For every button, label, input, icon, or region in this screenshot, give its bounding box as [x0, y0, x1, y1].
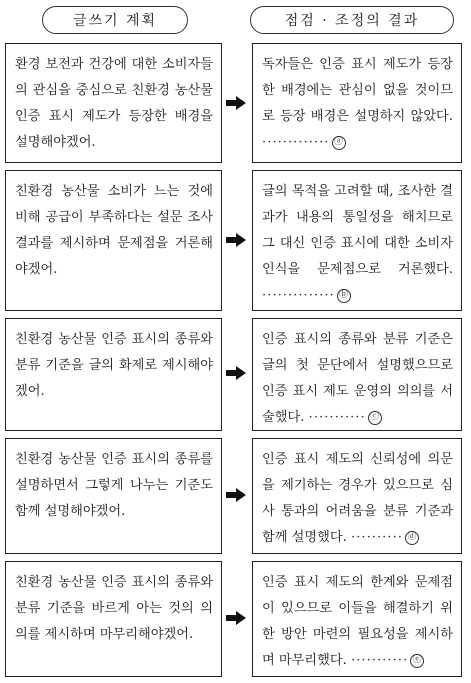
result-text: 인증 표시 제도의 한계와 문제점이 있으므로 이들을 해결하기 위한 방안 마련의 필요성을 제시하며 마무리했다.: [262, 575, 453, 668]
leader-dots: ··········: [351, 530, 403, 545]
result-text: 인증 표시의 종류와 분류 기준은 글의 첫 문단에서 설명했으므로 인증 표시 제도 운영의 의의를 서술했다.: [262, 332, 453, 425]
leader-dots: ·············: [262, 135, 330, 150]
result-box: [252, 438, 462, 554]
header-result-label: 점검 · 조정의 결과: [284, 13, 420, 29]
plan-text: 친환경 농산물 소비가 느는 것에 비해 공급이 부족하다는 설문 조사 결과를 제시하며 문제점을 거론해야겠어.: [15, 184, 213, 277]
result-text: 글의 목적을 고려할 때, 조사한 결과가 내용의 통일성을 해치므로 그 대신 인증 표시에 대한 소비자 인식을 문제점으로 거론했다.: [262, 184, 453, 277]
leader-dots: ···········: [308, 410, 366, 425]
result-text: 인증 표시 제도의 신뢰성에 의문을 제기하는 경우가 있으므로 심사 통과의 어려움을 분류 기준과 함께 설명했다.: [262, 452, 453, 545]
arrow-right-icon: [225, 487, 247, 503]
header-plan: [42, 6, 188, 34]
arrow-right-icon: [225, 232, 247, 248]
header-plan-label: 글쓰기 계획: [72, 13, 158, 29]
plan-box: [5, 438, 222, 554]
plan-box: [5, 43, 222, 163]
plan-box: [5, 318, 222, 431]
result-mark: ⓐ: [332, 136, 346, 150]
result-mark: ⓑ: [337, 289, 351, 303]
result-box: [252, 170, 462, 311]
leader-dots: ···········: [351, 653, 409, 668]
header-result: [250, 6, 454, 34]
result-mark: ⓒ: [368, 411, 382, 425]
leader-dots: ··············: [262, 288, 335, 303]
result-mark: ⓓ: [405, 531, 419, 545]
result-mark: ⓔ: [410, 654, 424, 668]
plan-box: [5, 561, 222, 677]
plan-text: 환경 보전과 건강에 대한 소비자들의 관심을 중심으로 친환경 농산물 인증 표시 제도가 등장한 배경을 설명해야겠어.: [15, 57, 213, 150]
plan-text: 친환경 농산물 인증 표시의 종류와 분류 기준을 글의 화제로 제시해야겠어.: [15, 332, 213, 399]
arrow-right-icon: [225, 610, 247, 626]
result-text: 독자들은 인증 표시 제도가 등장한 배경에는 관심이 없을 것이므로 등장 배경은 설명하지 않았다.: [262, 57, 453, 124]
plan-text: 친환경 농산물 인증 표시의 종류를 설명하면서 그렇게 나누는 기준도 함께 설명해야겠어.: [15, 452, 213, 519]
arrow-right-icon: [225, 95, 247, 111]
result-box: [252, 318, 462, 431]
result-box: [252, 561, 462, 677]
result-box: [252, 43, 462, 163]
arrow-right-icon: [225, 365, 247, 381]
plan-text: 친환경 농산물 인증 표시의 종류와 분류 기준을 바르게 아는 것의 의의를 제시하며 마무리해야겠어.: [15, 575, 213, 642]
plan-box: [5, 170, 222, 311]
